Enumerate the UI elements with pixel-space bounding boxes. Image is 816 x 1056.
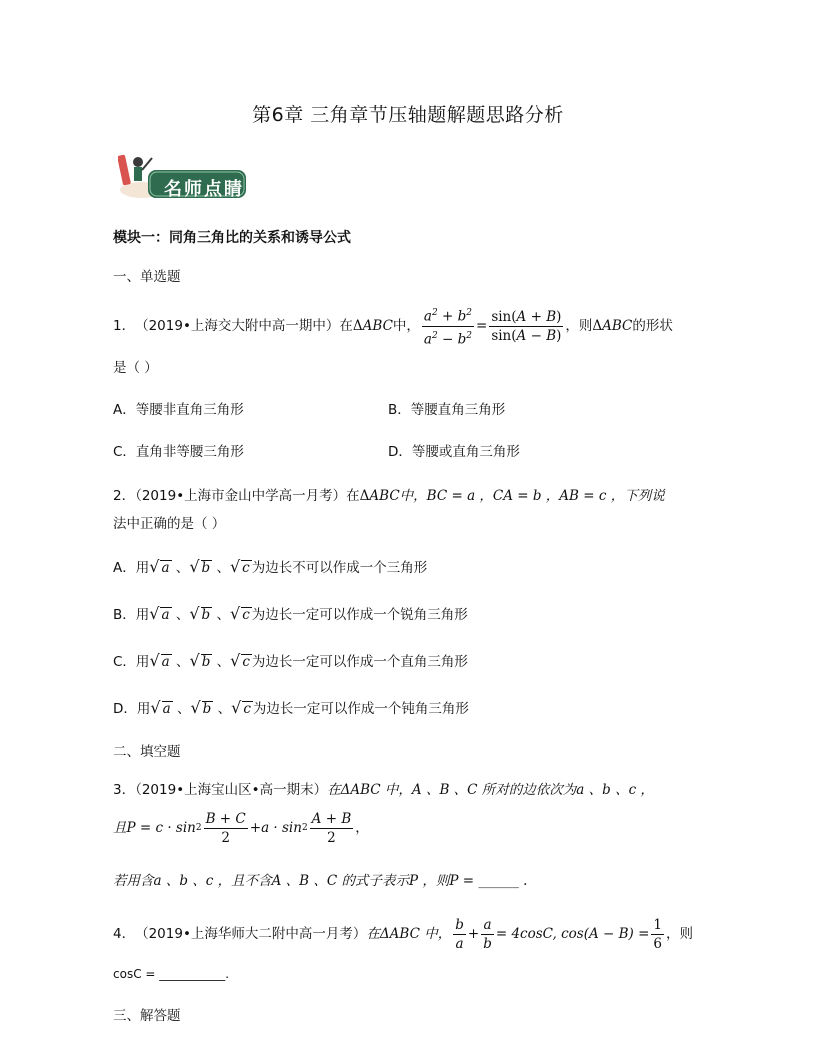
option-text: 为边长不可以作成一个三角形 bbox=[251, 560, 428, 576]
text: 在 bbox=[339, 318, 353, 334]
teacher-tips-badge bbox=[118, 150, 248, 200]
option-text: 为边长一定可以作成一个直角三角形 bbox=[251, 654, 468, 670]
question-3-formula: 且P = c · sin 2 $\frac{B + C}{2}$ + a · sin 2 $\frac{A + B}{2}$ ， bbox=[113, 810, 369, 846]
text: ， bbox=[355, 820, 369, 836]
text: ，则 bbox=[666, 926, 693, 942]
triangle-label: ABC bbox=[362, 318, 393, 334]
question-source: （2019•上海市金山中学高一月考） bbox=[135, 488, 347, 504]
question-number: 1． bbox=[113, 318, 136, 334]
option-b: B．等腰直角三角形 bbox=[388, 402, 506, 418]
option-a: A．等腰非直角三角形 bbox=[113, 402, 244, 418]
question-source: （2019•上海交大附中高一期中） bbox=[135, 318, 340, 334]
text: 中， bbox=[392, 318, 420, 334]
module-heading: 模块一：同角三角比的关系和诱导公式 bbox=[113, 230, 351, 246]
option-text: 为边长一定可以作成一个锐角三角形 bbox=[251, 607, 468, 623]
section-heading-single-choice: 一、单选题 bbox=[113, 269, 181, 285]
question-number: 4． bbox=[113, 926, 136, 942]
page-title: 第6章 三角章节压轴题解题思路分析 bbox=[252, 104, 564, 126]
option-c: C．用√ a 、√ b 、√ c 为边长一定可以作成一个直角三角形 bbox=[113, 651, 468, 670]
triangle-label: ABC bbox=[369, 488, 400, 504]
text: 在ΔABC 中， bbox=[366, 926, 452, 942]
badge-label: 名师点睛 bbox=[164, 179, 244, 200]
question-text: 在ΔABC 中，A 、B 、C 所对的边依次为a 、b 、c ， bbox=[327, 782, 654, 798]
question-source: （2019•上海华师大二附中高一月考） bbox=[135, 926, 367, 942]
text: 在 bbox=[346, 488, 360, 504]
question-3 bbox=[113, 780, 654, 800]
question-number: 3． bbox=[113, 782, 136, 798]
option-letter: D．用 bbox=[113, 701, 151, 717]
math-text: Δ bbox=[352, 318, 363, 334]
option-a: A．用√ a 、√ b 、√ c 为边长不可以作成一个三角形 bbox=[113, 557, 428, 576]
option-letter: B．用 bbox=[113, 607, 150, 623]
option-b: B．用√ a 、√ b 、√ c 为边长一定可以作成一个锐角三角形 bbox=[113, 604, 468, 623]
equation-text: = 4cosC, cos(A − B) = bbox=[495, 926, 650, 942]
question-3-line3 bbox=[113, 871, 527, 891]
fraction-lhs: $\frac{a^2 + b^2}{a^2 - b^2}$ bbox=[422, 304, 474, 348]
formula-start: 且P = c · sin bbox=[113, 820, 196, 836]
text: ，则 bbox=[565, 318, 593, 334]
section-heading-fill-in: 二、填空题 bbox=[113, 744, 181, 760]
option-letter: C．用 bbox=[113, 654, 150, 670]
option-d: D．用√ a 、√ b 、√ c 为边长一定可以作成一个钝角三角形 bbox=[113, 698, 469, 717]
option-text: 为边长一定可以作成一个钝角三角形 bbox=[252, 701, 469, 717]
condition-text: 中，BC = a ，CA = b ，AB = c ，下列说 bbox=[399, 488, 665, 504]
question-2: 2．（2019•上海市金山中学高一月考）在ΔABC中，BC = a ，CA = b ，AB = c ，下列说 bbox=[113, 488, 665, 504]
option-c: C．直角非等腰三角形 bbox=[113, 444, 244, 460]
question-2-line2: 法中正确的是（ ） bbox=[113, 516, 226, 532]
option-letter: A．用 bbox=[113, 560, 150, 576]
question-1: 1． （2019•上海交大附中高一期中） 在 Δ ABC 中， $\frac{a^2 + b^2}{a^2 - b^2}$ = $\frac{\sin(A + B)}{\sin(A - B)}$ ，则 Δ ABC 的形状 bbox=[113, 306, 673, 346]
question-number: 2． bbox=[113, 488, 136, 504]
option-d: D．等腰或直角三角形 bbox=[388, 444, 520, 460]
question-source: （2019•上海宝山区•高一期末） bbox=[135, 782, 328, 798]
fraction-rhs: $\frac{\sin(A + B)}{\sin(A - B)}$ bbox=[491, 308, 562, 344]
question-4: 4． （2019•上海华师大二附中高一月考） 在ΔABC 中， $\frac{b}{a}$ + $\frac{a}{b}$ = 4cosC, cos(A − B) = $\frac{1}{6}$ ，则 bbox=[113, 916, 693, 952]
question-text: 若用含a 、b 、c ，且不含A 、B 、C 的式子表示P ，则P = ______ . bbox=[113, 873, 528, 889]
section-heading-answer: 三、解答题 bbox=[113, 1008, 181, 1024]
triangle-label: ABC bbox=[602, 318, 633, 334]
question-1-line2: 是（ ） bbox=[113, 360, 158, 376]
question-4-line2: cosC = ___________. bbox=[113, 967, 230, 981]
text: 的形状 bbox=[632, 318, 673, 334]
